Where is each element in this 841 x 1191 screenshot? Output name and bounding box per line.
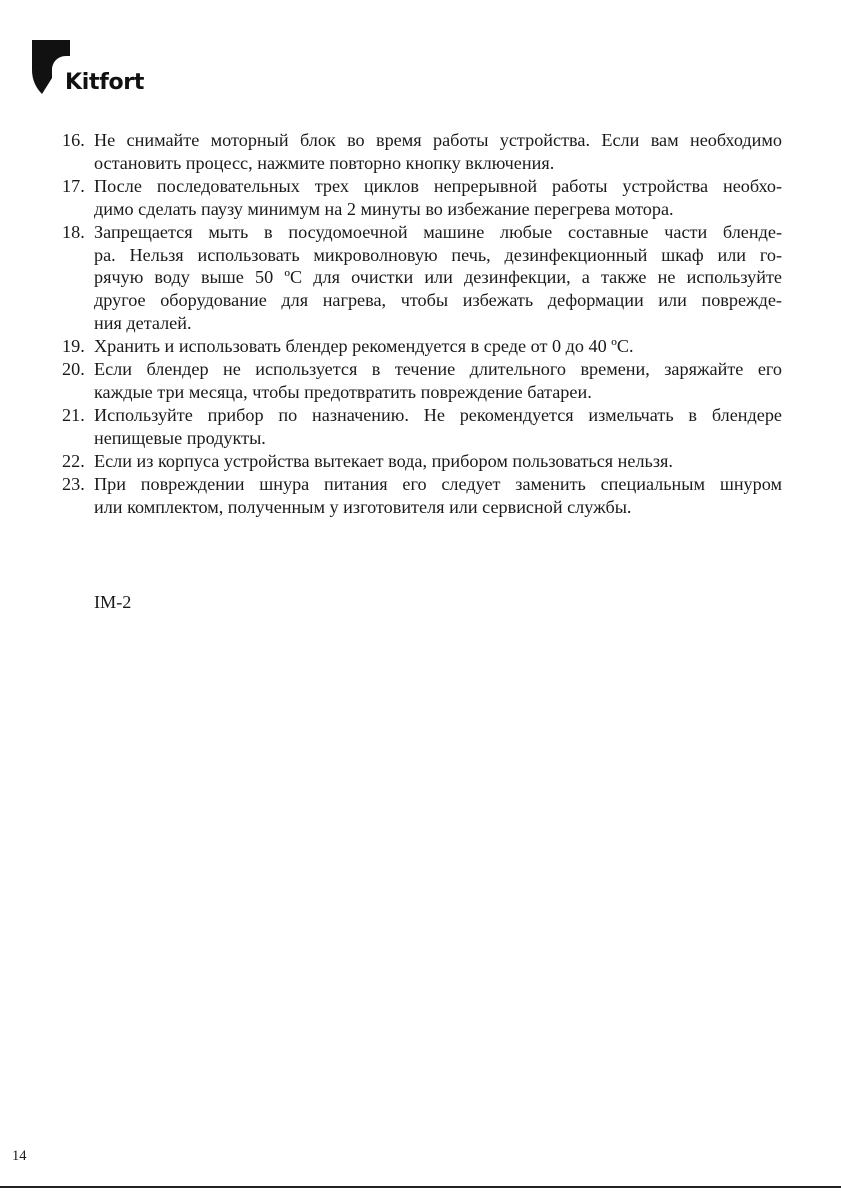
item-number: 22. — [62, 450, 85, 471]
item-line: Используйте прибор по назначению. Не рекомендуется измельчать в блендере — [94, 404, 782, 425]
item-line: При повреждении шнура питания его следует заменить специальным шнуром — [94, 473, 782, 494]
list-item — [62, 175, 782, 221]
page-bottom-rule — [0, 1186, 841, 1188]
item-line: ра. Нельзя использовать микроволновую печь, дезинфекционный шкаф или го- — [94, 244, 782, 265]
item-number: 19. — [62, 336, 85, 357]
item-line: Не снимайте моторный блок во время работы устройства. Если вам необходимо — [94, 130, 782, 150]
item-number: 23. — [62, 473, 85, 494]
list-item — [62, 404, 782, 450]
safety-instructions-list — [62, 129, 782, 518]
item-line: Если из корпуса устройства вытекает вода, прибором пользоваться нельзя. — [94, 450, 673, 471]
item-text — [94, 358, 782, 404]
item-line: непищевые продукты. — [94, 427, 266, 448]
item-number: 18. — [62, 221, 85, 242]
item-line: Если блендер не используется в течение длительного времени, заряжайте его — [94, 359, 782, 380]
item-number: 20. — [62, 359, 85, 380]
item-text — [94, 129, 782, 175]
item-number: 17. — [62, 175, 85, 196]
brand-name: Kitfort — [65, 70, 145, 95]
list-item — [62, 450, 782, 473]
item-text — [94, 335, 782, 358]
item-line: каждые три месяца, чтобы предотвратить повреждение батареи. — [94, 381, 592, 402]
page-number: 14 — [12, 1148, 27, 1164]
item-line: Хранить и использовать блендер рекомендуется в среде от 0 до 40 ºС. — [94, 336, 634, 357]
list-item — [62, 358, 782, 404]
item-text — [94, 450, 782, 473]
item-number: 21. — [62, 404, 85, 425]
item-line: остановить процесс, нажмите повторно кнопку включения. — [94, 152, 555, 173]
item-line: ния деталей. — [94, 313, 192, 334]
item-line: или комплектом, полученным у изготовителя или сервисной службы. — [94, 496, 632, 517]
item-text — [94, 221, 782, 336]
model-code: IM-2 — [94, 592, 132, 612]
item-text — [94, 175, 782, 221]
list-item — [62, 129, 782, 175]
list-item — [62, 335, 782, 358]
item-line: другое оборудование для нагрева, чтобы избежать деформации или поврежде- — [94, 290, 782, 311]
list-item — [62, 221, 782, 336]
item-line: рячую воду выше 50 ºС для очистки или дезинфекции, а также не используйте — [94, 267, 782, 288]
item-number: 16. — [62, 130, 85, 150]
kitfort-logo — [32, 40, 152, 100]
item-line: Запрещается мыть в посудомоечной машине любые составные части бленде- — [94, 221, 782, 242]
item-text — [94, 473, 782, 519]
item-line: После последовательных трех циклов непрерывной работы устройства необхо- — [94, 175, 782, 196]
list-item — [62, 473, 782, 519]
item-line: димо сделать паузу минимум на 2 минуты во избежание перегрева мотора. — [94, 198, 674, 219]
item-text — [94, 404, 782, 450]
